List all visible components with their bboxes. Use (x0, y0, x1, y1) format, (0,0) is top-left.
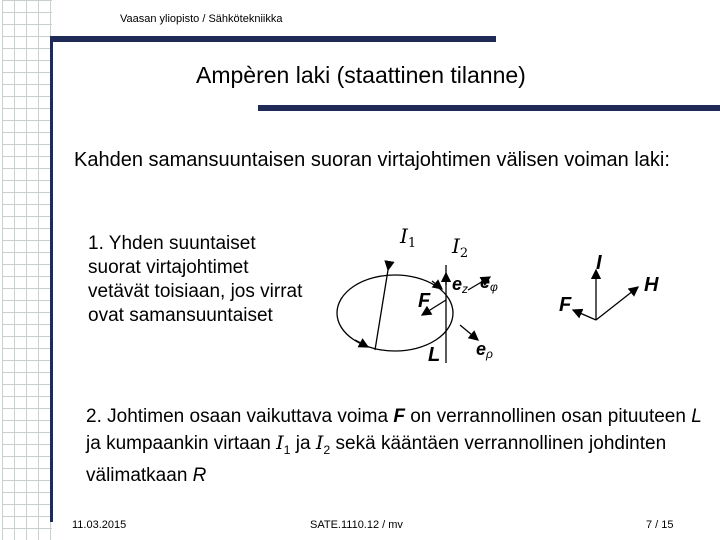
wire-1 (375, 270, 388, 350)
footer-page-number: 7 / 15 (646, 519, 674, 531)
label-erho: eρ (476, 339, 493, 361)
label-right-I: I (596, 252, 602, 274)
title-rule (258, 105, 720, 111)
organization-label: Vaasan yliopisto / Sähkötekniikka (120, 13, 283, 25)
erho-arrow (460, 325, 478, 340)
left-vertical-rule (50, 42, 53, 522)
label-L: L (428, 344, 441, 366)
point-1-text: 1. Yhden suuntaiset suorat virtajohtimet vetävät toisiaan, jos virrat ovat samansuuntaiset (88, 233, 303, 326)
ampere-law-diagram (300, 215, 700, 395)
left-grid-decoration (2, 0, 52, 540)
label-right-F: F (559, 294, 572, 316)
label-I2: $I_2$ (452, 234, 469, 261)
slide-title: Ampèren laki (staattinen tilanne) (196, 62, 526, 88)
point-2-text: 2. Johtimen osaan vaikuttava voima F on verrannollinen osan pituuteen L ja kumpaankin virtaan $I_1$ ja $I_2$ sekä kääntäen verrannollinen johdinten välimatkaan R (86, 406, 702, 486)
footer-course: SATE.1110.12 / mv (310, 519, 403, 531)
label-ephi: eφ (480, 272, 498, 294)
field-loop (337, 275, 453, 351)
label-right-H: H (644, 274, 659, 296)
right-F-arrow (573, 310, 596, 320)
right-H-arrow (596, 287, 638, 320)
label-F: F (418, 290, 431, 312)
label-ez: ez (452, 274, 469, 296)
label-I1: $I_1$ (400, 224, 417, 251)
top-rule (50, 36, 496, 42)
intro-text: Kahden samansuuntaisen suoran virtajohtimen välisen voiman laki: (74, 149, 670, 171)
footer-date: 11.03.2015 (72, 519, 127, 531)
